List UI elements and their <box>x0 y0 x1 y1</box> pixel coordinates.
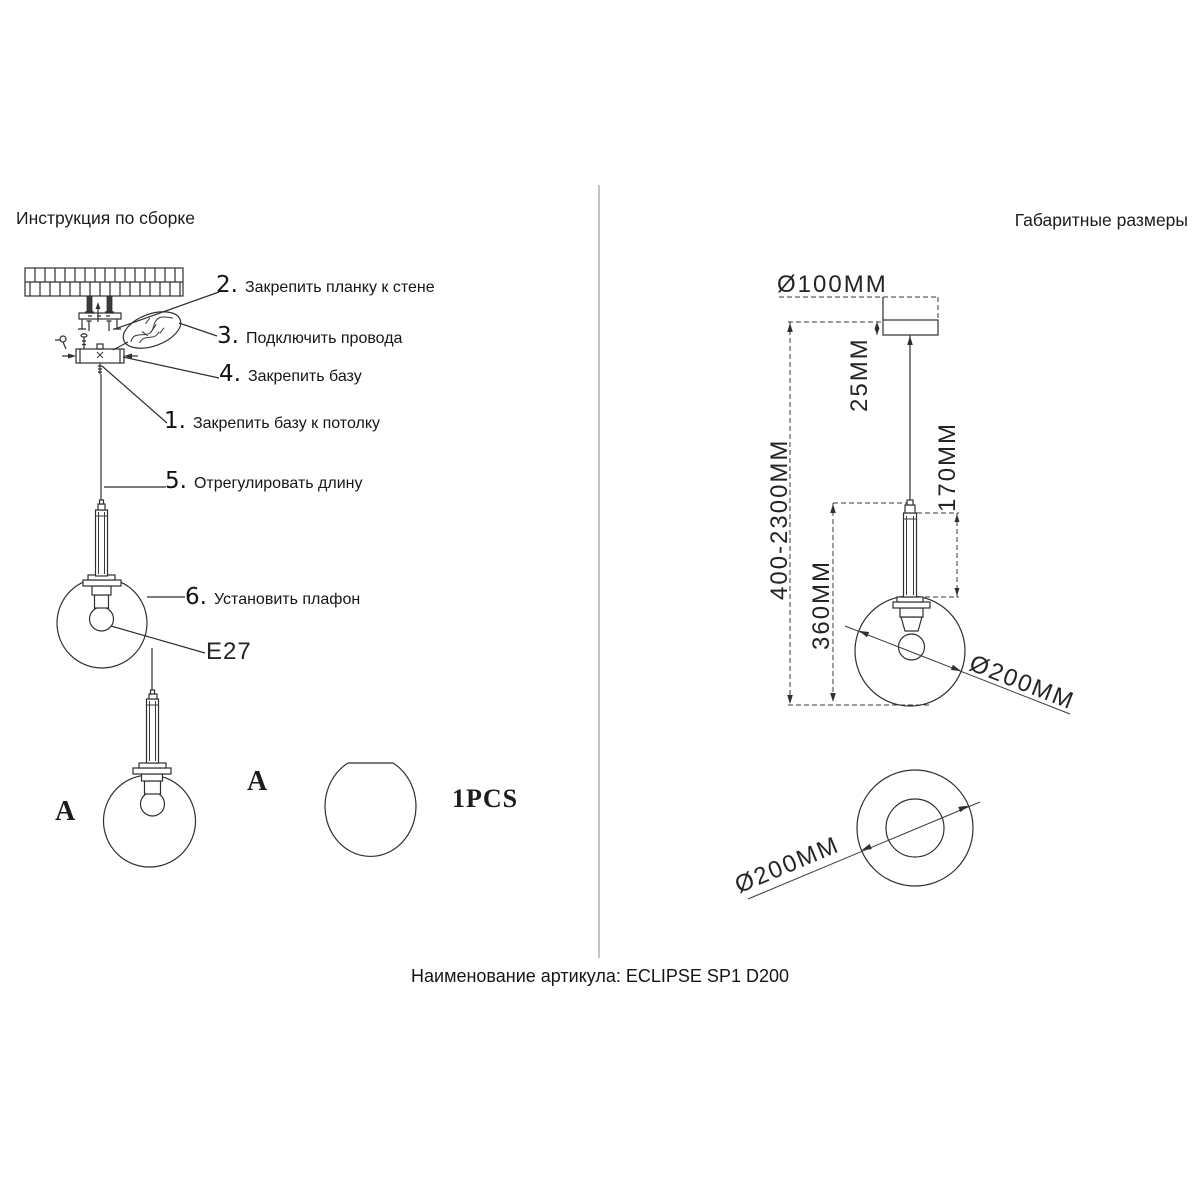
dim-canopy-height: 25MM <box>846 337 873 412</box>
ceiling-brick-wall-drawing <box>25 268 183 322</box>
section-marker-a-left: A <box>55 796 76 827</box>
dim-total-height: 400-2300MM <box>766 438 793 600</box>
step-2-label: Закрепить планку к стене <box>244 279 435 296</box>
step-1-number: 1. <box>164 408 186 434</box>
pendant-assembled-drawing <box>57 500 147 668</box>
shade-part-drawing <box>325 763 416 856</box>
canopy-outline <box>886 799 944 857</box>
dim-stem-height: 170MM <box>934 421 961 512</box>
step-4 <box>219 361 362 387</box>
canopy <box>883 320 938 335</box>
article-name: Наименование артикула: ECLIPSE SP1 D200 <box>411 966 789 986</box>
bulb <box>141 792 165 816</box>
right-section-title: Габаритные размеры <box>1014 210 1188 230</box>
step-6-number: 6. <box>185 584 207 610</box>
step-2 <box>216 272 435 298</box>
bulb <box>90 607 114 631</box>
pendant-exploded-drawing <box>104 648 196 867</box>
step-6-label: Установить плафон <box>213 591 361 608</box>
shade-outline <box>857 770 973 886</box>
dim-canopy-diameter: Ø100MM <box>777 271 888 298</box>
section-marker-a-right: A <box>247 766 268 797</box>
step-6 <box>185 584 360 610</box>
step-1-label: Закрепить базу к потолку <box>192 415 381 432</box>
quantity-label: 1PCS <box>452 784 519 813</box>
step-5-number: 5. <box>165 468 187 494</box>
step-5 <box>165 468 363 494</box>
dim-shade-diameter-top: Ø200MM <box>730 831 844 899</box>
socket-type-label: E27 <box>206 638 252 665</box>
step-3 <box>217 323 402 349</box>
base-drawing <box>62 344 138 374</box>
dim-fixture-height: 360MM <box>808 559 835 650</box>
left-section-title: Инструкция по сборке <box>16 208 195 228</box>
screws-drawing <box>55 334 87 349</box>
step-4-label: Закрепить базу <box>247 368 362 385</box>
dim-shade-diameter-side: Ø200MM <box>965 649 1079 716</box>
step-3-label: Подключить провода <box>245 330 403 347</box>
mounting-bracket-drawing <box>78 313 121 331</box>
step-2-number: 2. <box>216 272 238 298</box>
step-3-number: 3. <box>217 323 239 349</box>
anchor-right <box>107 296 112 312</box>
dimension-drawing-side <box>779 297 1070 714</box>
step-5-label: Отрегулировать длину <box>193 475 363 492</box>
step-1 <box>164 408 380 434</box>
wires-detail-drawing <box>113 305 186 356</box>
anchor-left <box>87 296 92 312</box>
step-4-number: 4. <box>219 361 241 387</box>
